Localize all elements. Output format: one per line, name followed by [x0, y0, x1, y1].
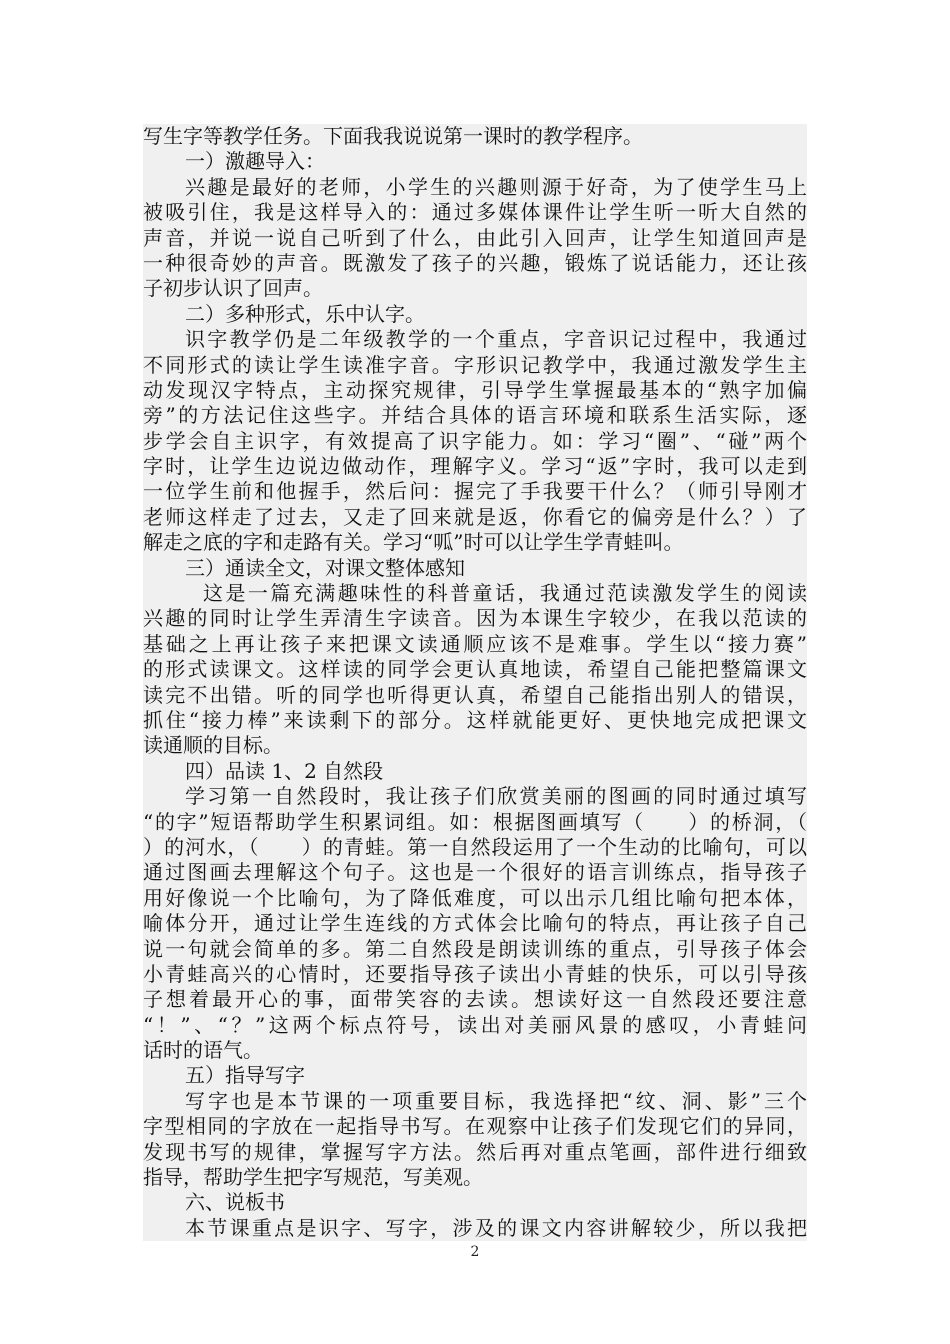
- text-line: 子想着最开心的事，面带笑容的去读。想读好这一自然段还要注意: [143, 987, 807, 1012]
- text-line: 发现书写的规律，掌握写字方法。然后再对重点笔画，部件进行细致: [143, 1139, 807, 1164]
- text-line: 字型相同的字放在一起指导书写。在观察中让孩子们发现它们的异同，: [143, 1114, 807, 1139]
- text-line: 子初步认识了回声。: [143, 276, 323, 301]
- text-line: 基础之上再让孩子来把课文读通顺应该不是难事。学生以“接力赛”: [143, 631, 807, 656]
- text-line: 抓住“接力棒”来读剩下的部分。这样就能更好、更快地完成把课文: [143, 707, 807, 732]
- text-line: 五）指导写字: [185, 1063, 305, 1088]
- text-line: 的形式读课文。这样读的同学会更认真地读，希望自己能把整篇课文: [143, 657, 807, 682]
- text-line: 读通顺的目标。: [143, 733, 283, 758]
- text-line: 小青蛙高兴的心情时，还要指导孩子读出小青蛙的快乐，可以引导孩: [143, 961, 807, 986]
- text-line: 识字教学仍是二年级教学的一个重点，字音识记过程中，我通过: [185, 327, 807, 352]
- text-line: ）的河水，（ ）的青蛙。第一自然段运用了一个生动的比喻句，可以: [143, 834, 807, 859]
- text-line: 六、说板书: [185, 1190, 285, 1215]
- text-line: 字时，让学生边说边做动作，理解字义。学习“返”字时，我可以走到: [143, 454, 807, 479]
- text-line: 喻体分开，通过让学生连线的方式体会比喻句的特点，再让孩子自己: [143, 911, 807, 936]
- text-line: 不同形式的读让学生读准字音。字形识记教学中，我通过激发学生主: [143, 352, 807, 377]
- text-line: 话时的语气。: [143, 1038, 263, 1063]
- text-line: 兴趣是最好的老师，小学生的兴趣则源于好奇，为了使学生马上: [185, 174, 807, 199]
- text-line: “的字”短语帮助学生积累词组。如：根据图画填写（ ）的桥洞，（: [143, 809, 807, 834]
- text-line: 一种很奇妙的声音。既激发了孩子的兴趣，锻炼了说话能力，还让孩: [143, 250, 807, 275]
- text-line: 解走之底的字和走路有关。学习“呱”时可以让学生学青蛙叫。: [143, 530, 684, 555]
- text-line: 被吸引住，我是这样导入的：通过多媒体课件让学生听一听大自然的: [143, 200, 807, 225]
- text-line: 三）通读全文，对课文整体感知: [185, 555, 465, 580]
- text-line: 这是一篇充满趣味性的科普童话，我通过范读激发学生的阅读: [203, 581, 807, 606]
- text-line: 声音，并说一说自己听到了什么，由此引入回声，让学生知道回声是: [143, 225, 807, 250]
- text-line: 旁”的方法记住这些字。并结合具体的语言环境和联系生活实际，逐: [143, 403, 807, 428]
- text-line: 动发现汉字特点，主动探究规律，引导学生掌握最基本的“熟字加偏: [143, 377, 807, 402]
- text-line: 写字也是本节课的一项重要目标，我选择把“纹、洞、影”三个: [185, 1088, 807, 1113]
- text-line: 读完不出错。听的同学也听得更认真，希望自己能指出别人的错误，: [143, 682, 807, 707]
- text-line: 一位学生前和他握手，然后问：握完了手我要干什么？（师引导刚才: [143, 479, 807, 504]
- text-line: 本节课重点是识字、写字，涉及的课文内容讲解较少，所以我把: [185, 1215, 807, 1240]
- text-line: 学习第一自然段时，我让孩子们欣赏美丽的图画的同时通过填写: [185, 784, 807, 809]
- text-line: 步学会自主识字，有效提高了识字能力。如：学习“圈”、“碰”两个: [143, 428, 807, 453]
- text-line: 用好像说一个比喻句，为了降低难度，可以出示几组比喻句把本体，: [143, 885, 807, 910]
- text-line: “！”、“？”这两个标点符号，读出对美丽风景的感叹，小青蛙问: [143, 1012, 807, 1037]
- text-line: 老师这样走了过去，又走了回来就是返，你看它的偏旁是什么？）了: [143, 504, 807, 529]
- page-number: 2: [470, 1244, 480, 1260]
- text-line: 一）激趣导入：: [185, 149, 325, 174]
- text-line: 二）多种形式，乐中认字。: [185, 301, 425, 326]
- text-line: 写生字等教学任务。下面我我说说第一课时的教学程序。: [143, 124, 643, 148]
- body-text: [143, 124, 807, 1241]
- text-line: 指导，帮助学生把字写规范，写美观。: [143, 1165, 483, 1190]
- text-line: 说一句就会简单的多。第二自然段是朗读训练的重点，引导孩子体会: [143, 936, 807, 961]
- text-line: 四）品读 1、2 自然段: [185, 758, 384, 783]
- text-line: 兴趣的同时让学生弄清生字读音。因为本课生字较少，在我以范读的: [143, 606, 807, 631]
- text-line: 通过图画去理解这个句子。这也是一个很好的语言训练点，指导孩子: [143, 860, 807, 885]
